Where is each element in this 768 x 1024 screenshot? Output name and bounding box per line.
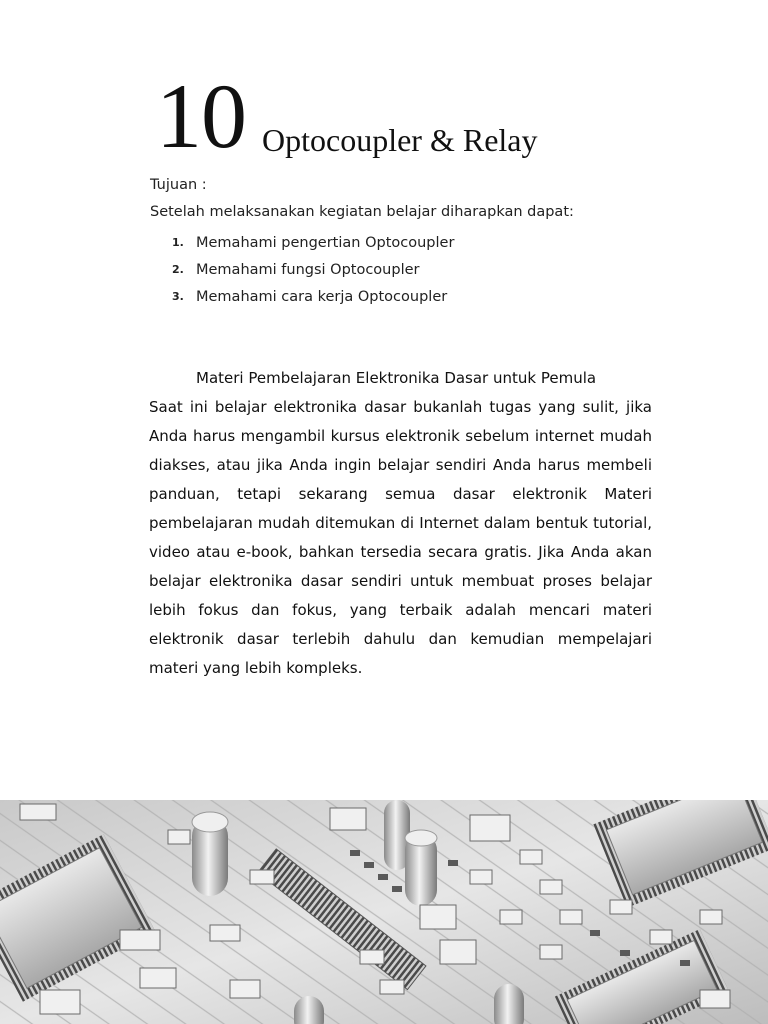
goal-text: Memahami cara kerja Optocoupler (196, 288, 448, 305)
goal-text: Memahami fungsi Optocoupler (196, 261, 420, 278)
circuit-board-image (0, 800, 768, 1024)
goals-label: Tujuan : (150, 177, 207, 193)
goal-text: Memahami pengertian Optocoupler (196, 234, 455, 251)
body-heading: Materi Pembelajaran Elektronika Dasar untuk Pemula (196, 369, 597, 387)
goal-number: 1. (172, 236, 184, 249)
body-paragraph: Saat ini belajar elektronika dasar bukanlah tugas yang sulit, jika Anda harus mengambil kursus elektronik sebelum internet mudah diakses, atau jika Anda ingin belajar sendiri Anda harus membeli panduan, tetapi sekarang semua dasar elektronik Materi pembelajaran mudah ditemukan di Internet dalam bentuk tutorial, video atau e-book, bahkan tersedia secara gratis. Jika Anda akan belajar elektronika dasar sendiri untuk membuat proses belajar lebih fokus dan fokus, yang terbaik adalah mencari materi elektronik dasar terlebih dahulu dan kemudian mempelajari materi yang lebih kompleks. (149, 398, 652, 677)
goal-number: 3. (172, 290, 184, 303)
chapter-number: 10 (156, 65, 246, 167)
goals-intro: Setelah melaksanakan kegiatan belajar diharapkan dapat: (150, 204, 574, 220)
goal-number: 2. (172, 263, 184, 276)
goal-item (172, 229, 454, 256)
goal-item (172, 283, 454, 310)
goal-item (172, 256, 454, 283)
circuit-board-illustration (0, 800, 768, 1024)
body-section (149, 364, 652, 683)
chapter-title: Optocoupler & Relay (262, 122, 538, 158)
goals-list (172, 229, 454, 310)
